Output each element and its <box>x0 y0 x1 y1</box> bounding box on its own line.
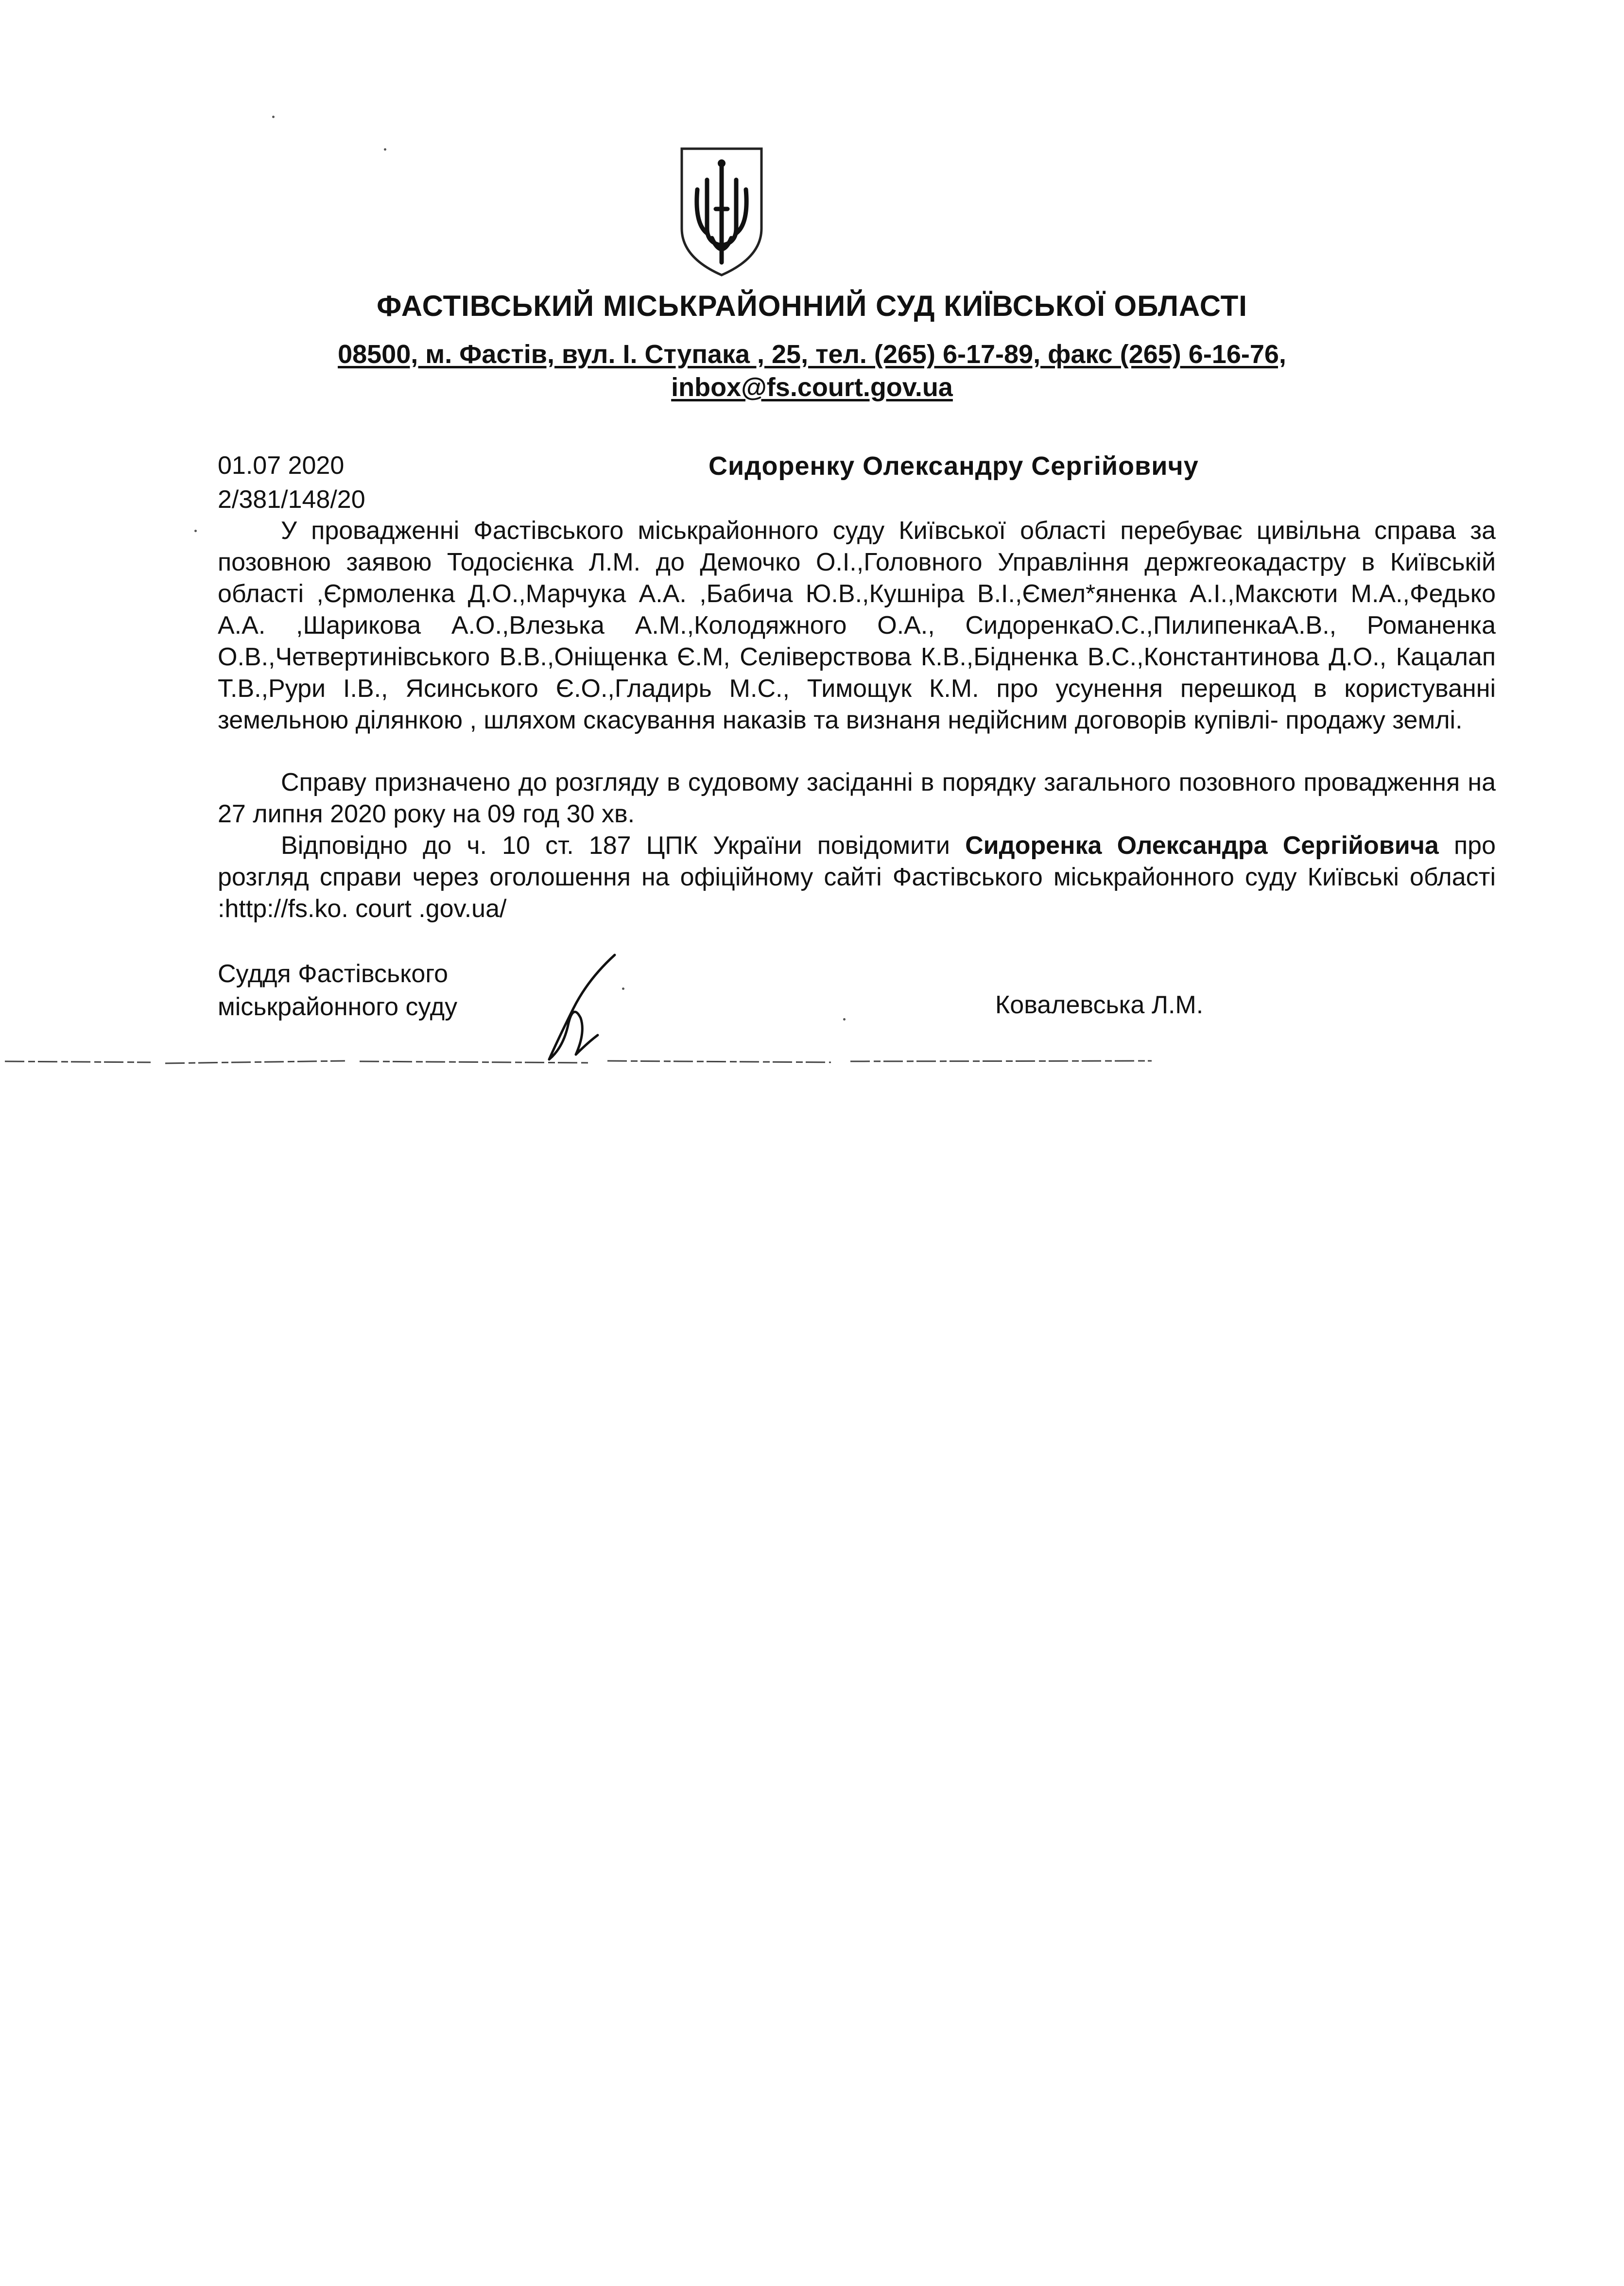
handwritten-signature-icon <box>530 950 646 1067</box>
judge-name: Ковалевська Л.М. <box>995 991 1204 1019</box>
paragraph-text <box>218 830 1496 925</box>
letter-date: 01.07 2020 <box>218 451 345 480</box>
court-address <box>0 338 1624 404</box>
body-paragraph-1 <box>218 515 1496 736</box>
paragraph-text: Справу призначено до розгляду в судовому засіданні в порядку загального позовного провадження на 27 липня 2020 року на 09 год 30 хв. <box>218 768 1496 828</box>
paragraph-text-end: про розгляд справи через оголошення на офіційному сайті Фастівського міськрайонного суду Київські області :http://fs.ko. court .gov.ua/ <box>218 831 1496 923</box>
scan-artifact-line <box>5 1058 1152 1065</box>
paragraph-text: У провадженні Фастівського міськрайонного суду Київської області перебуває цивільна справа за позовною заявою Тодосієнка Л.М. до Демочко О.І.,Головного Управління держгеокадастру в Київській області ,Єрмоленка Д.О.,Марчука А.А. ,Бабича Ю.В.,Кушніра В.І.,Ємел*яненка А.І.,Максюти М.А.,Федько А.А. ,Шарикова А.О.,Влезька А.М.,Колодяжного О.А., СидоренкаО.С.,ПилипенкаА.В., Романенка О.В.,Четвертинівського В.В.,Оніщенка Є.М, Селіверствова К.В.,Бідненка В.С.,Константинова Д.О., Кацалап Т.В.,Рури І.В., Ясинського Є.О.,Гладирь М.С., Тимощук К.М. про усунення перешкод в користуванні земельною ділянкою , шляхом скасування наказів та визнаня недійсним договорів купівлі- продажу землі. <box>218 517 1496 734</box>
email-line: inbox@fs.court.gov.ua <box>671 373 953 402</box>
paragraph-text-start: Відповідно до ч. 10 ст. 187 ЦПК України повідомити <box>281 831 966 860</box>
case-number: 2/381/148/20 <box>218 485 365 514</box>
address-line: 08500, м. Фастів, вул. І. Ступака , 25, тел. (265) 6-17-89, факс (265) 6-16-76, <box>338 340 1286 369</box>
body-paragraph-2 <box>218 767 1496 830</box>
judge-title-line-2: міськрайонного суду <box>218 993 458 1021</box>
body-paragraph-3 <box>218 830 1496 925</box>
court-name: ФАСТІВСЬКИЙ МІСЬКРАЙОННИЙ СУД КИЇВСЬКОЇ ОБЛАСТІ <box>377 290 1247 322</box>
defendant-name: Сидоренка Олександра Сергійовича <box>965 831 1439 860</box>
trident-emblem-icon <box>678 146 765 278</box>
judge-title-line-1: Суддя Фастівського <box>218 960 449 988</box>
judge-title <box>218 957 457 1023</box>
addressee-name: Сидоренку Олександру Сергійовичу <box>708 451 1199 481</box>
